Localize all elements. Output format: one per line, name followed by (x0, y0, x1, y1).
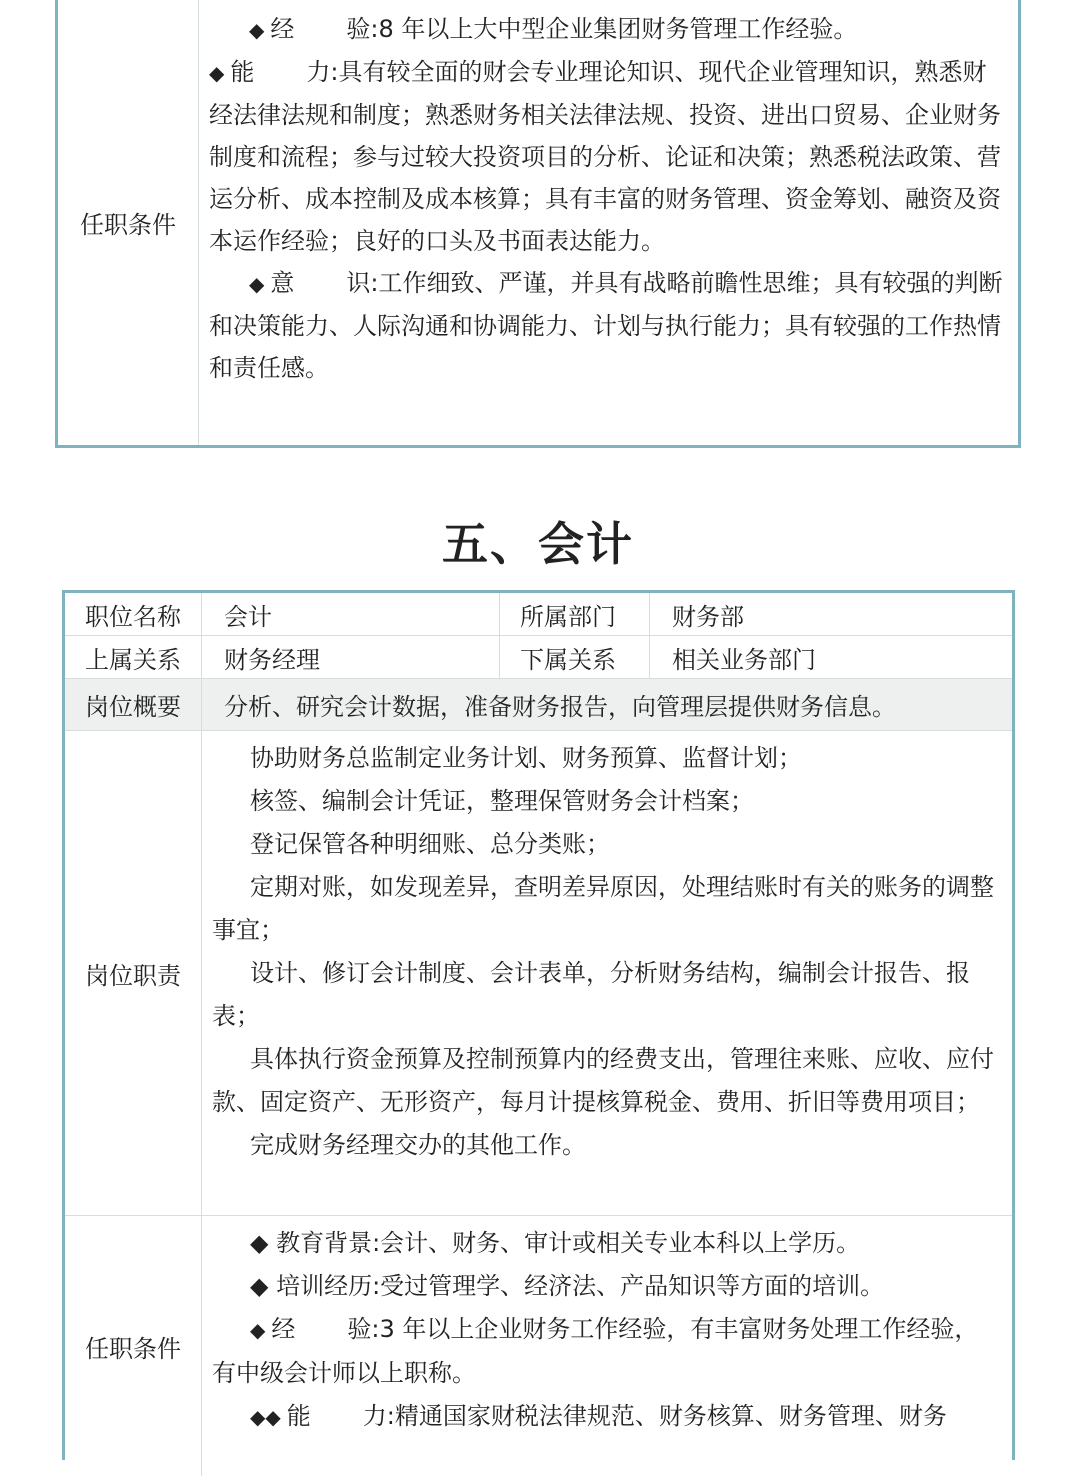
experience-line: ◆ 经 验:8 年以上大中型企业集团财务管理工作经验。 (249, 15, 858, 43)
diamond-bullet-icon: ◆ (249, 18, 265, 42)
diamond-bullet-icon: ◆ (249, 272, 265, 296)
department-value: 财务部 (672, 602, 744, 631)
list-item: 核签、编制会计凭证，整理保管财务会计档案； (250, 787, 754, 815)
list-item: 协助财务总监制定业务计划、财务预算、监督计划； (250, 744, 802, 772)
requirements-content (202, 1216, 1012, 1476)
requirements-label: 任职条件 (58, 0, 199, 445)
position-name-value: 会计 (202, 593, 500, 635)
ability-line: ◆◆ 能 力:精通国家财税法律规范、财务核算、财务管理、财务 (250, 1402, 947, 1430)
table-row (65, 636, 1012, 679)
diamond-bullet-icon: ◆ (250, 1318, 266, 1342)
duties-row (65, 731, 1012, 1216)
duties-content (202, 731, 1012, 1215)
requirements-row (65, 1216, 1012, 1476)
summary-value: 分析、研究会计数据，准备财务报告，向管理层提供财务信息。 (224, 693, 896, 721)
requirements-table-top (55, 0, 1021, 448)
accountant-job-table (62, 590, 1015, 1460)
position-name-label: 职位名称 (65, 593, 202, 635)
superior-label: 上属关系 (65, 636, 202, 678)
awareness-paragraph: ◆ 意 识:工作细致、严谨，并具有战略前瞻性思维；具有较强的判断和决策能力、人际沟通和协调能力、计划与执行能力；具有较强的工作热情和责任感。 (209, 269, 1003, 382)
section-title: 五、会计 (442, 517, 634, 571)
table-row (65, 593, 1012, 636)
training-line: ◆ 培训经历:受过管理学、经济法、产品知识等方面的培训。 (250, 1272, 885, 1300)
list-item: 完成财务经理交办的其他工作。 (250, 1131, 586, 1159)
summary-label: 岗位概要 (65, 679, 202, 730)
duties-label: 岗位职责 (65, 731, 202, 1215)
department-label: 所属部门 (500, 593, 650, 635)
superior-value: 财务经理 (202, 636, 500, 678)
list-item: 登记保管各种明细账、总分类账； (250, 830, 610, 858)
list-item: 定期对账，如发现差异，查明差异原因，处理结账时有关的账务的调整事宜； (212, 873, 994, 944)
experience-line: ◆ 经 验:3 年以上企业财务工作经验，有丰富财务处理工作经验，有中级会计师以上职称。 (212, 1315, 979, 1387)
education-line: ◆ 教育背景:会计、财务、审计或相关专业本科以上学历。 (250, 1229, 861, 1257)
diamond-bullet-icon: ◆ (209, 61, 225, 85)
ability-paragraph: ◆ 能 力:具有较全面的财会专业理论知识、现代企业管理知识，熟悉财经法律法规和制度；熟悉财务相关法律法规、投资、进出口贸易、企业财务制度和流程；参与过较大投资项目的分析、论证和决策；熟悉税法政策、营运分析、成本控制及成本核算；具有丰富的财务管理、资金筹划、融资及资本运作经验；良好的口头及书面表达能力。 (209, 58, 1001, 255)
table-row (65, 679, 1012, 731)
diamond-bullet-icon: ◆◆ (250, 1405, 281, 1429)
list-item: 具体执行资金预算及控制预算内的经费支出，管理往来账、应收、应付款、固定资产、无形资产，每月计提核算税金、费用、折旧等费用项目； (212, 1045, 994, 1116)
list-item: 设计、修订会计制度、会计表单，分析财务结构，编制会计报告、报表； (212, 959, 970, 1030)
requirements-content (199, 0, 1018, 445)
subordinate-label: 下属关系 (500, 636, 650, 678)
subordinate-value: 相关业务部门 (672, 645, 816, 674)
requirements-label: 任职条件 (65, 1216, 202, 1476)
